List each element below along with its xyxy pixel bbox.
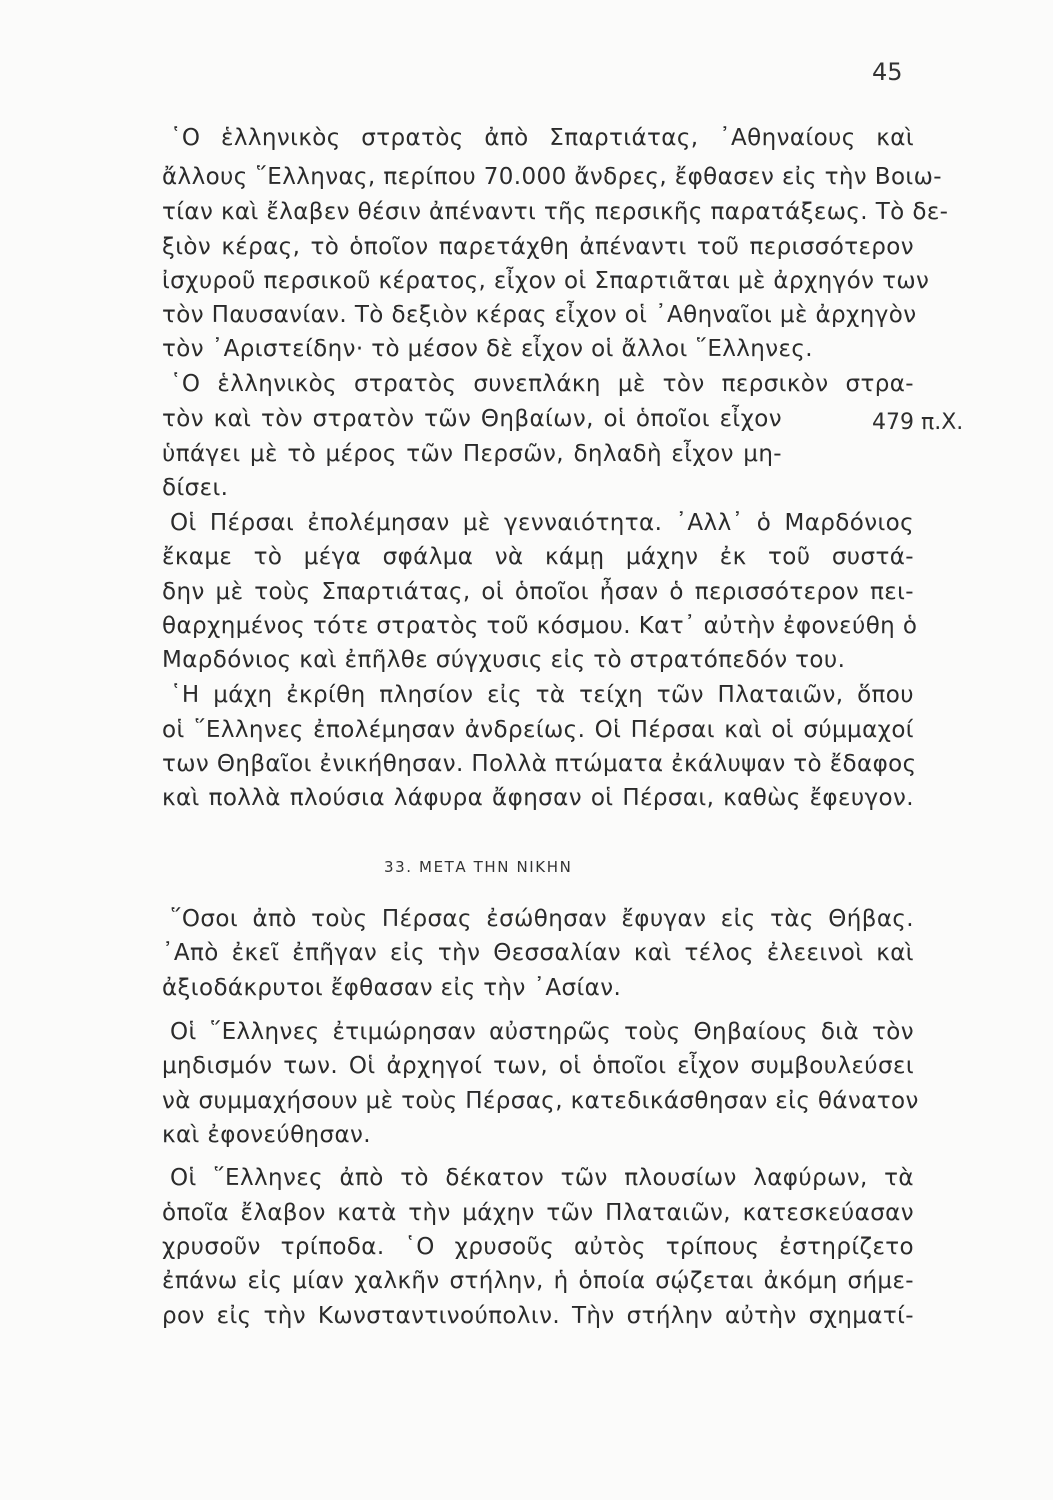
text-line: ῾Ο ἑλληνικὸς στρατὸς συνεπλάκη μὲ τὸν περσικὸν στρα-	[170, 371, 914, 397]
text-line: ὑπάγει μὲ τὸ μέρος τῶν Περσῶν, δηλαδὴ εἶχον μη-	[162, 441, 782, 467]
text-line: ἀξιοδάκρυτοι ἔφθασαν εἰς τὴν ᾿Ασίαν.	[162, 975, 622, 1001]
text-line: των Θηβαῖοι ἐνικήθησαν. Πολλὰ πτώματα ἐκάλυψαν τὸ ἔδαφος	[162, 751, 917, 777]
section-heading: 33. ΜΕΤΑ ΤΗΝ ΝΙΚΗΝ	[384, 858, 573, 876]
text-line: χρυσοῦν τρίποδα. ῾Ο χρυσοῦς αὐτὸς τρίπους ἐστηρίζετο	[162, 1234, 914, 1260]
text-line: ἔκαμε τὸ μέγα σφάλμα νὰ κάμῃ μάχην ἐκ τοῦ συστά-	[162, 544, 914, 570]
text-line: ἐπάνω εἰς μίαν χαλκῆν στήλην, ἡ ὁποία σῴζεται ἀκόμη σήμε-	[162, 1268, 914, 1294]
text-line: οἱ ῞Ελληνες ἐπολέμησαν ἀνδρείως. Οἱ Πέρσαι καὶ οἱ σύμμαχοί	[162, 717, 914, 743]
text-line: ᾿Απὸ ἐκεῖ ἐπῆγαν εἰς τὴν Θεσσαλίαν καὶ τέλος ἐλεεινοὶ καὶ	[162, 940, 914, 966]
text-line: νὰ συμμαχήσουν μὲ τοὺς Πέρσας, κατεδικάσθησαν εἰς θάνατον	[162, 1088, 919, 1114]
text-line: τὸν Παυσανίαν. Τὸ δεξιὸν κέρας εἶχον οἱ ᾿Αθηναῖοι μὲ ἀρχηγὸν	[162, 302, 917, 328]
text-line: ἰσχυροῦ περσικοῦ κέρατος, εἶχον οἱ Σπαρτιᾶται μὲ ἀρχηγόν των	[162, 268, 930, 294]
page-number: 45	[872, 58, 903, 86]
text-line: δην μὲ τοὺς Σπαρτιάτας, οἱ ὁποῖοι ἦσαν ὁ περισσότερον πει-	[162, 579, 914, 605]
text-line: δίσει.	[162, 475, 229, 501]
text-line: ἄλλους ῞Ελληνας, περίπου 70.000 ἄνδρες, ἔφθασεν εἰς τὴν Βοιω-	[162, 164, 942, 190]
text-line: Οἱ ῞Ελληνες ἀπὸ τὸ δέκατον τῶν πλουσίων λαφύρων, τὰ	[170, 1165, 914, 1191]
text-line: Οἱ Πέρσαι ἐπολέμησαν μὲ γενναιότητα. ᾿Αλλ᾿ ὁ Μαρδόνιος	[170, 510, 914, 536]
text-line: Οἱ ῞Ελληνες ἐτιμώρησαν αὐστηρῶς τοὺς Θηβαίους διὰ τὸν	[170, 1019, 914, 1045]
text-line: ῾Η μάχη ἐκρίθη πλησίον εἰς τὰ τείχη τῶν Πλαταιῶν, ὅπου	[170, 682, 914, 708]
margin-date-note: 479 π.Χ.	[872, 410, 964, 435]
text-line: ξιὸν κέρας, τὸ ὁποῖον παρετάχθη ἀπέναντι τοῦ περισσότερον	[162, 234, 914, 260]
text-line: τίαν καὶ ἔλαβεν θέσιν ἀπέναντι τῆς περσικῆς παρατάξεως. Τὸ δε-	[162, 199, 949, 225]
text-line: τὸν ᾿Αριστείδην· τὸ μέσον δὲ εἶχον οἱ ἄλλοι ῞Ελληνες.	[162, 336, 813, 362]
text-line: θαρχημένος τότε στρατὸς τοῦ κόσμου. Κατ᾿ αὐτὴν ἐφονεύθη ὁ	[162, 613, 918, 639]
text-line: ὁποῖα ἔλαβον κατὰ τὴν μάχην τῶν Πλαταιῶν, κατεσκεύασαν	[162, 1200, 914, 1226]
text-line: καὶ ἐφονεύθησαν.	[162, 1122, 372, 1148]
text-line: τὸν καὶ τὸν στρατὸν τῶν Θηβαίων, οἱ ὁποῖοι εἶχον	[162, 406, 782, 432]
text-line: ῾Ο ἑλληνικὸς στρατὸς ἀπὸ Σπαρτιάτας, ᾿Αθηναίους καὶ	[170, 125, 914, 151]
text-line: μηδισμόν των. Οἱ ἀρχηγοί των, οἱ ὁποῖοι εἶχον συμβουλεύσει	[162, 1053, 914, 1079]
text-line: καὶ πολλὰ πλούσια λάφυρα ἄφησαν οἱ Πέρσαι, καθὼς ἔφευγον.	[162, 785, 914, 811]
text-line: Μαρδόνιος καὶ ἐπῆλθε σύγχυσις εἰς τὸ στρατόπεδόν του.	[162, 647, 846, 673]
text-line: ῞Οσοι ἀπὸ τοὺς Πέρσας ἐσώθησαν ἔφυγαν εἰς τὰς Θήβας.	[170, 906, 914, 932]
text-line: ρον εἰς τὴν Κωνσταντινούπολιν. Τὴν στήλην αὐτὴν σχηματί-	[162, 1303, 914, 1329]
